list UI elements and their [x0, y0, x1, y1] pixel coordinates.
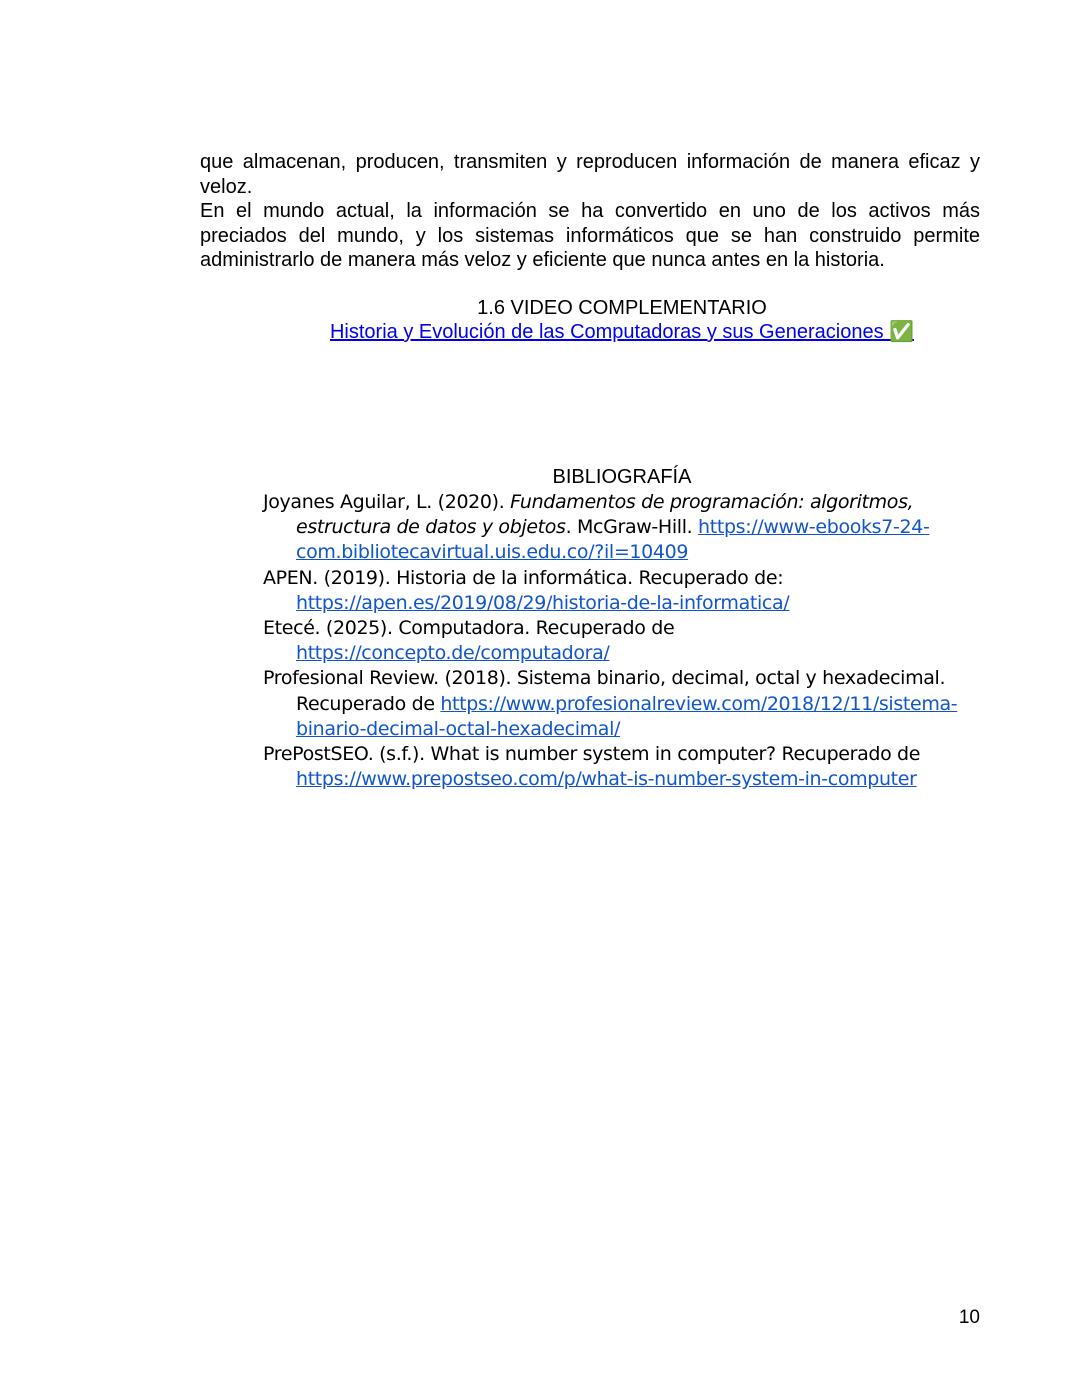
- reference-text: APEN. (2019). Historia de la informática. Recuperado de:: [263, 566, 784, 589]
- page-number: 10: [958, 1307, 980, 1328]
- video-section-heading: 1.6 VIDEO COMPLEMENTARIO: [477, 297, 767, 319]
- intro-paragraph-1: que almacenan, producen, transmiten y reproducen información de manera eficaz y veloz.: [200, 151, 980, 198]
- reference-link[interactable]: https://www-ebooks7-24-com.bibliotecavirtual.uis.edu.co/?il=10409: [296, 516, 930, 564]
- reference-link[interactable]: https://www.prepostseo.com/p/what-is-number-system-in-computer: [296, 768, 917, 791]
- reference-item-5: [263, 742, 963, 792]
- reference-publisher: . McGraw-Hill.: [565, 516, 699, 539]
- intro-paragraph-2: En el mundo actual, la información se ha convertido en uno de los activos más preciados del mundo, y los sistemas informáticos que se han construido permite administrarlo de manera más veloz y eficiente que nunca antes en la historia.: [200, 200, 980, 271]
- reference-link[interactable]: https://concepto.de/computadora/: [296, 642, 610, 665]
- reference-text: Profesional Review. (2018). Sistema binario, decimal, octal y hexadecimal. Recuperado de: [263, 667, 946, 715]
- video-link[interactable]: Historia y Evolución de las Computadoras y sus Generaciones ✅: [329, 321, 915, 343]
- reference-text: Etecé. (2025). Computadora. Recuperado de: [263, 617, 675, 640]
- reference-link[interactable]: https://apen.es/2019/08/29/historia-de-la-informatica/: [296, 591, 790, 614]
- reference-item-1: [263, 490, 963, 566]
- reference-authors: Joyanes Aguilar, L. (2020).: [263, 491, 511, 513]
- reference-item-3: [263, 616, 963, 666]
- reference-link[interactable]: https://www.profesionalreview.com/2018/12/11/sistema-binario-decimal-octal-hexadecimal/: [296, 692, 958, 740]
- bibliography-list: [263, 490, 963, 792]
- reference-item-4: [263, 666, 963, 742]
- bibliography-heading: BIBLIOGRAFÍA: [552, 466, 692, 488]
- reference-title: Fundamentos de programación: algoritmos, estructura de datos y objetos: [296, 491, 914, 539]
- reference-item-2: [263, 566, 963, 616]
- reference-text: PrePostSEO. (s.f.). What is number system in computer? Recuperado de: [263, 743, 921, 766]
- video-link-container: [232, 320, 1012, 345]
